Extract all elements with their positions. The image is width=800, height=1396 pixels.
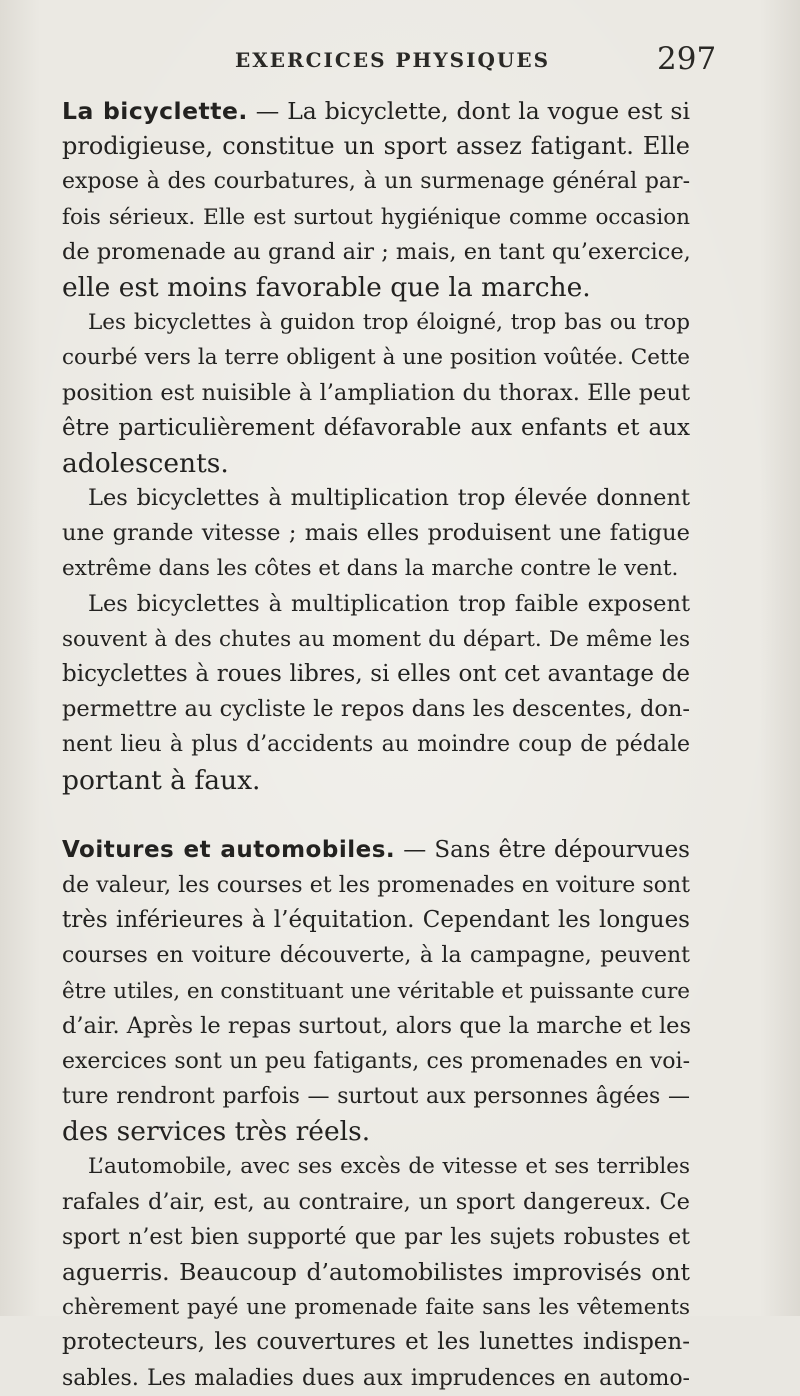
paragraph-line: être utiles, en constituant une véritable et puissante cure	[62, 978, 690, 1004]
paragraph-line: courbé vers la terre obligent à une position voûtée. Cette	[62, 345, 690, 371]
body-text	[62, 94, 690, 1396]
paragraph-line: prodigieuse, constitue un sport assez fatigant. Elle	[62, 132, 690, 161]
running-head-title: EXERCICES PHYSIQUES	[235, 48, 551, 72]
paragraph-line: ture rendront parfois — surtout aux personnes âgées —	[62, 1084, 690, 1110]
paragraph-line: Les bicyclettes à multiplication trop élevée donnent	[88, 485, 690, 512]
paragraph-line: sables. Les maladies dues aux imprudences en automo-	[62, 1365, 690, 1391]
paragraph-line: très inférieures à l’équitation. Cependant les longues	[62, 907, 690, 934]
paragraph-line: protecteurs, les couvertures et les lunettes indispen-	[62, 1329, 690, 1356]
paragraph-line: bicyclettes à roues libres, si elles ont cet avantage de	[62, 661, 690, 687]
section-title-bicyclette: La bicyclette.	[62, 97, 248, 125]
paragraph-line: une grande vitesse ; mais elles produisent une fatigue	[62, 520, 690, 547]
paragraph-line: de promenade au grand air ; mais, en tant qu’exercice,	[62, 238, 691, 265]
paragraph-line: de valeur, les courses et les promenades en voiture sont	[62, 872, 690, 898]
paragraph-line: portant à faux.	[62, 764, 261, 796]
paragraph-line: adolescents.	[62, 447, 229, 479]
paragraph-line: extrême dans les côtes et dans la marche contre le vent.	[62, 556, 679, 582]
paragraph-line: position est nuisible à l’ampliation du thorax. Elle peut	[62, 379, 690, 406]
paragraph-line: des services très réels.	[62, 1116, 371, 1148]
paragraph-line: aguerris. Beaucoup d’automobilistes improvisés ont	[62, 1258, 690, 1286]
section-gap	[62, 798, 690, 833]
paragraph-line: La bicyclette. — La bicyclette, dont la vogue est si	[62, 97, 690, 125]
paragraph-line: permettre au cycliste le repos dans les descentes, don-	[62, 696, 690, 723]
paragraph-line: sport n’est bien supporté que par les sujets robustes et	[62, 1224, 690, 1250]
paragraph-line: expose à des courbatures, à un surmenage général par-	[62, 169, 690, 195]
paragraph-line: nent lieu à plus d’accidents au moindre coup de pédale	[62, 732, 690, 758]
paragraph-line: exercices sont un peu fatigants, ces promenades en voi-	[62, 1048, 690, 1074]
page-number: 297	[657, 41, 717, 77]
section-title-voitures: Voitures et automobiles.	[62, 836, 396, 863]
paragraph-line: elle est moins favorable que la marche.	[62, 271, 591, 303]
paragraph-line: courses en voiture découverte, à la campagne, peuvent	[62, 943, 690, 969]
paragraph-line: rafales d’air, est, au contraire, un sport dangereux. Ce	[62, 1188, 690, 1215]
paragraph-line: souvent à des chutes au moment du départ. De même les	[62, 626, 690, 652]
paragraph-line: Les bicyclettes à multiplication trop faible exposent	[88, 590, 690, 617]
paragraph-line: être particulièrement défavorable aux enfants et aux	[62, 414, 690, 441]
paragraph-line: fois sérieux. Elle est surtout hygiénique comme occasion	[62, 204, 690, 230]
paragraph-line: chèrement payé une promenade faite sans les vêtements	[62, 1295, 690, 1321]
paragraph-line: Voitures et automobiles. — Sans être dépourvues	[62, 836, 690, 863]
paragraph-line: Les bicyclettes à guidon trop éloigné, trop bas ou trop	[88, 310, 690, 336]
running-head	[0, 41, 800, 80]
paragraph-line: d’air. Après le repas surtout, alors que la marche et les	[62, 1012, 692, 1039]
paragraph-line: L’automobile, avec ses excès de vitesse et ses terribles	[88, 1154, 690, 1180]
